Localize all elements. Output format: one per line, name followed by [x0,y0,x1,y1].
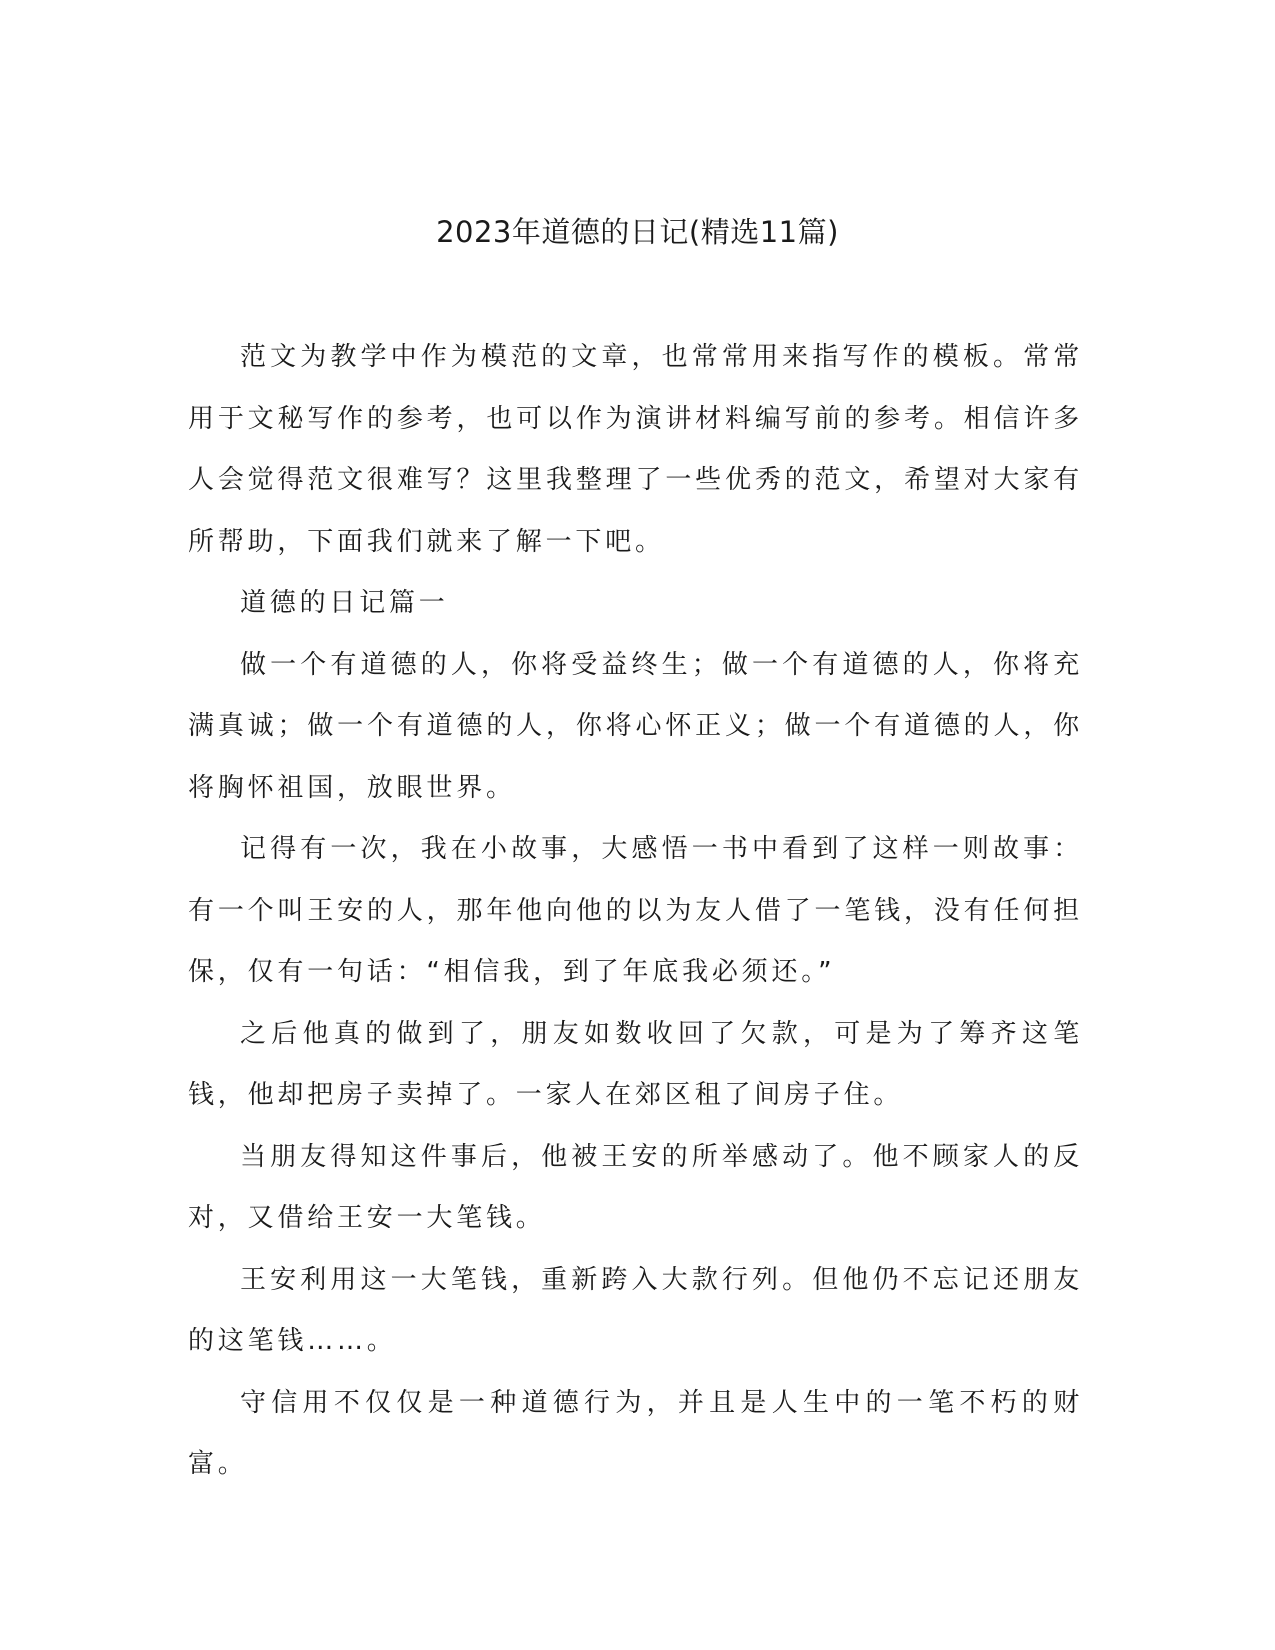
body-paragraph: 做一个有道德的人，你将受益终生；做一个有道德的人，你将充满真诚；做一个有道德的人，你将心怀正义；做一个有道德的人，你将胸怀祖国，放眼世界。 [188,649,1083,803]
body-paragraph: 守信用不仅仅是一种道德行为，并且是人生中的一笔不朽的财富。 [188,1387,1083,1479]
section-heading: 道德的日记篇一 [240,588,449,618]
body-paragraph: 王安利用这一大笔钱，重新跨入大款行列。但他仍不忘记还朋友的这笔钱……。 [188,1264,1083,1356]
body-paragraph: 之后他真的做到了，朋友如数收回了欠款，可是为了筹齐这笔钱，他却把房子卖掉了。一家人在郊区租了间房子住。 [188,1018,1083,1110]
body-paragraph: 当朋友得知这件事后，他被王安的所举感动了。他不顾家人的反对，又借给王安一大笔钱。 [188,1141,1083,1233]
document-title: 2023年道德的日记(精选11篇) [436,215,839,249]
body-paragraph: 记得有一次，我在小故事，大感悟一书中看到了这样一则故事：有一个叫王安的人，那年他向他的以为友人借了一笔钱，没有任何担保，仅有一句话：“相信我，到了年底我必须还。” [188,834,1083,987]
intro-paragraph: 范文为教学中作为模范的文章，也常常用来指写作的模板。常常用于文秘写作的参考，也可以作为演讲材料编写前的参考。相信许多人会觉得范文很难写？这里我整理了一些优秀的范文，希望对大家有所帮助，下面我们就来了解一下吧。 [188,342,1083,557]
document-body [188,327,1083,1496]
